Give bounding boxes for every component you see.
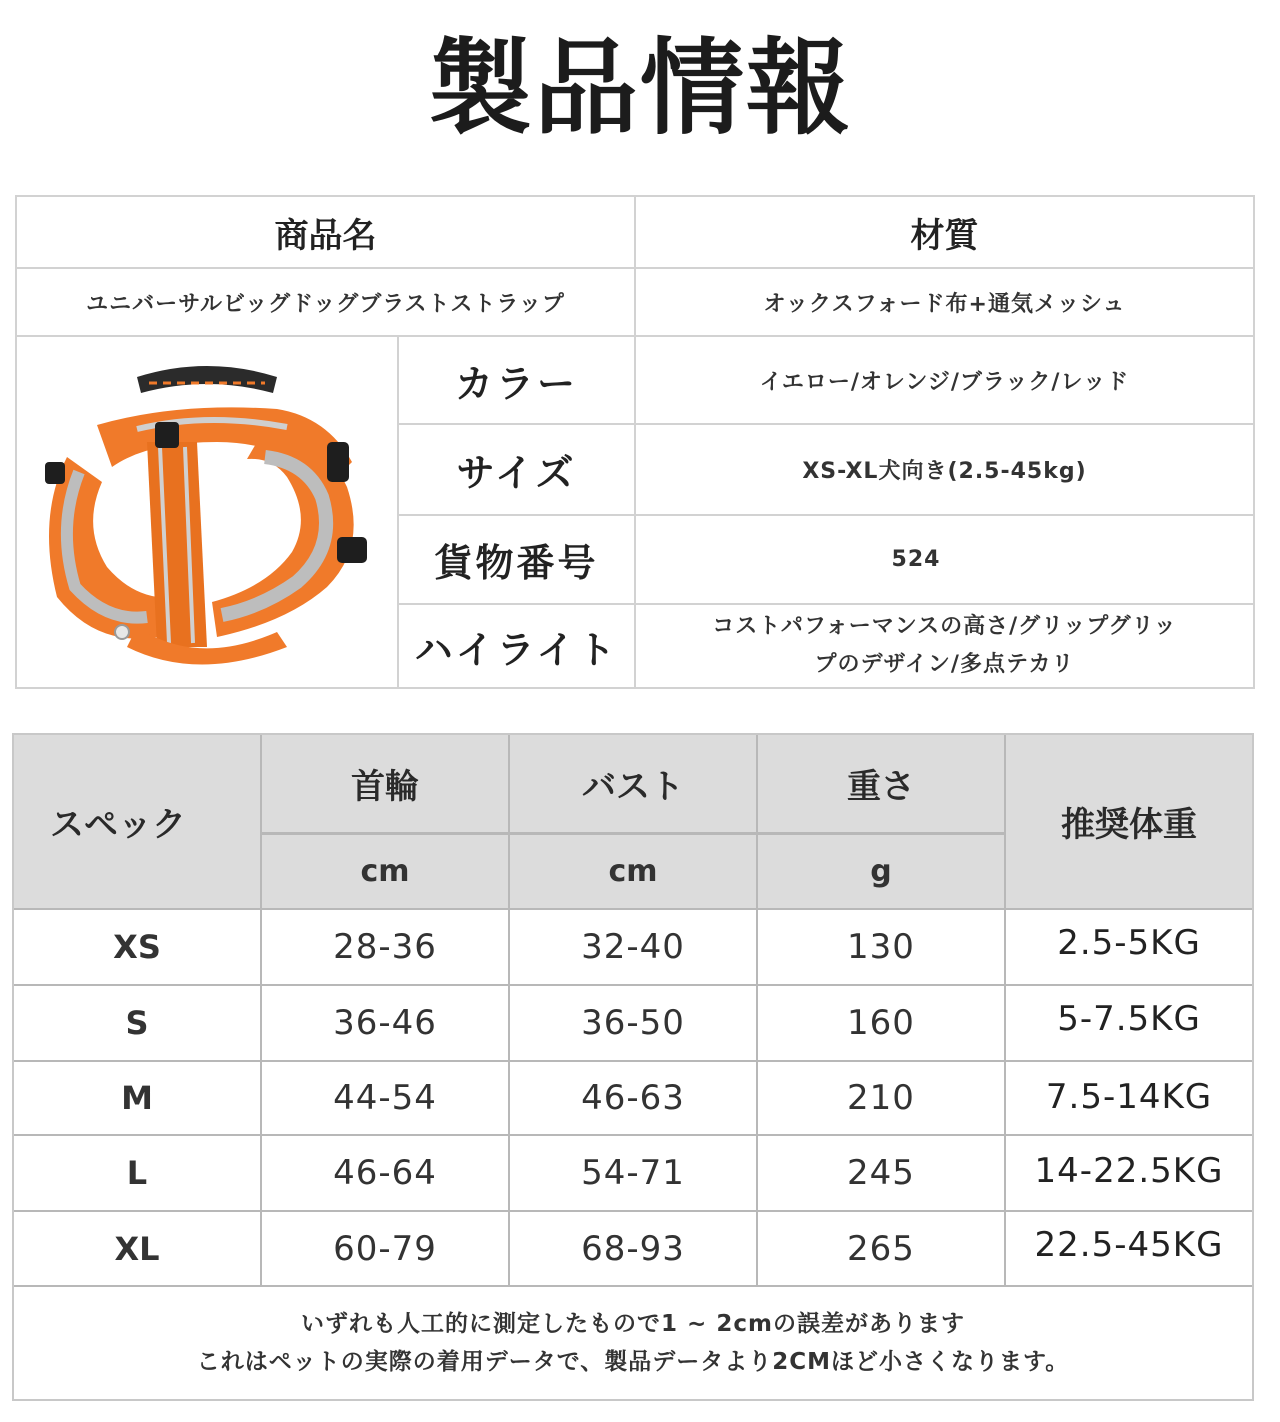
size-spec-table: [12, 733, 1254, 1401]
harness-image: [17, 337, 397, 687]
size-cell-l: L: [126, 1154, 148, 1192]
bust-cell-l: 54-71: [581, 1153, 685, 1193]
page-title: 製品情報: [427, 27, 852, 149]
recommended-cell-xl: 22.5-45KG: [1034, 1225, 1224, 1265]
weight-cell-xs: 130: [847, 927, 915, 967]
material-header: 材質: [910, 215, 979, 256]
recommended-cell-xs: 2.5-5KG: [1057, 923, 1201, 963]
weight-cell-m: 210: [847, 1078, 915, 1118]
material-value: オックスフォード布+通気メッシュ: [763, 291, 1126, 317]
neck-cell-l: 46-64: [333, 1153, 437, 1193]
bust-cell-xl: 68-93: [581, 1228, 685, 1269]
color-label: カラー: [454, 361, 578, 406]
weight-cell-xl: 265: [847, 1228, 915, 1269]
neck-unit: cm: [360, 854, 410, 889]
neck-cell-m: 44-54: [333, 1078, 437, 1118]
bust-cell-s: 36-50: [581, 1003, 685, 1043]
product-name-value: ユニバーサルビッグドッグブラストストラップ: [86, 291, 565, 317]
recommended-cell-s: 5-7.5KG: [1057, 999, 1201, 1039]
neck-cell-xs: 28-36: [333, 927, 437, 967]
color-value: イエロー/オレンジ/ブラック/レッド: [759, 369, 1130, 395]
note-line-2: これはペットの実際の着用データで、製品データより2CMほど小さくなります。: [196, 1349, 1070, 1375]
size-cell-xl: XL: [114, 1229, 160, 1268]
size-value: XS-XL犬向き(2.5-45kg): [802, 459, 1087, 484]
size-cell-xs: XS: [113, 928, 161, 966]
neck-cell-s: 36-46: [333, 1003, 437, 1043]
note-line-1: いずれも人工的に測定したもので1 ~ 2cmの誤差があります: [301, 1311, 965, 1337]
size-cell-s: S: [125, 1004, 149, 1042]
item-number-value: 524: [891, 547, 941, 572]
bust-cell-m: 46-63: [581, 1078, 685, 1118]
weight-unit: g: [870, 854, 892, 889]
recommended-cell-l: 14-22.5KG: [1034, 1151, 1224, 1191]
bust-unit: cm: [608, 854, 658, 889]
neck-header: 首輪: [351, 767, 419, 807]
highlight-value-line2: プのデザイン/多点テカリ: [814, 652, 1075, 677]
item-number-label: 貨物番号: [434, 541, 599, 585]
spec-header: スペック: [50, 805, 186, 845]
bust-cell-xs: 32-40: [581, 927, 685, 967]
recommended-weight-header: 推奨体重: [1061, 805, 1197, 845]
product-name-header: 商品名: [274, 215, 377, 256]
recommended-cell-m: 7.5-14KG: [1045, 1077, 1213, 1117]
size-label: サイズ: [456, 451, 577, 495]
highlight-value: [636, 605, 1253, 687]
measurement-note: [14, 1287, 1252, 1399]
weight-cell-l: 245: [847, 1153, 915, 1193]
highlight-value-line1: コストパフォーマンスの高さ/グリップグリッ: [712, 614, 1177, 639]
product-info-table: [15, 195, 1255, 689]
neck-cell-xl: 60-79: [333, 1228, 437, 1269]
weight-header: 重さ: [847, 767, 915, 807]
highlight-label: ハイライト: [414, 627, 619, 672]
weight-cell-s: 160: [847, 1003, 915, 1043]
size-cell-m: M: [121, 1079, 153, 1117]
bust-header: バスト: [582, 767, 684, 807]
